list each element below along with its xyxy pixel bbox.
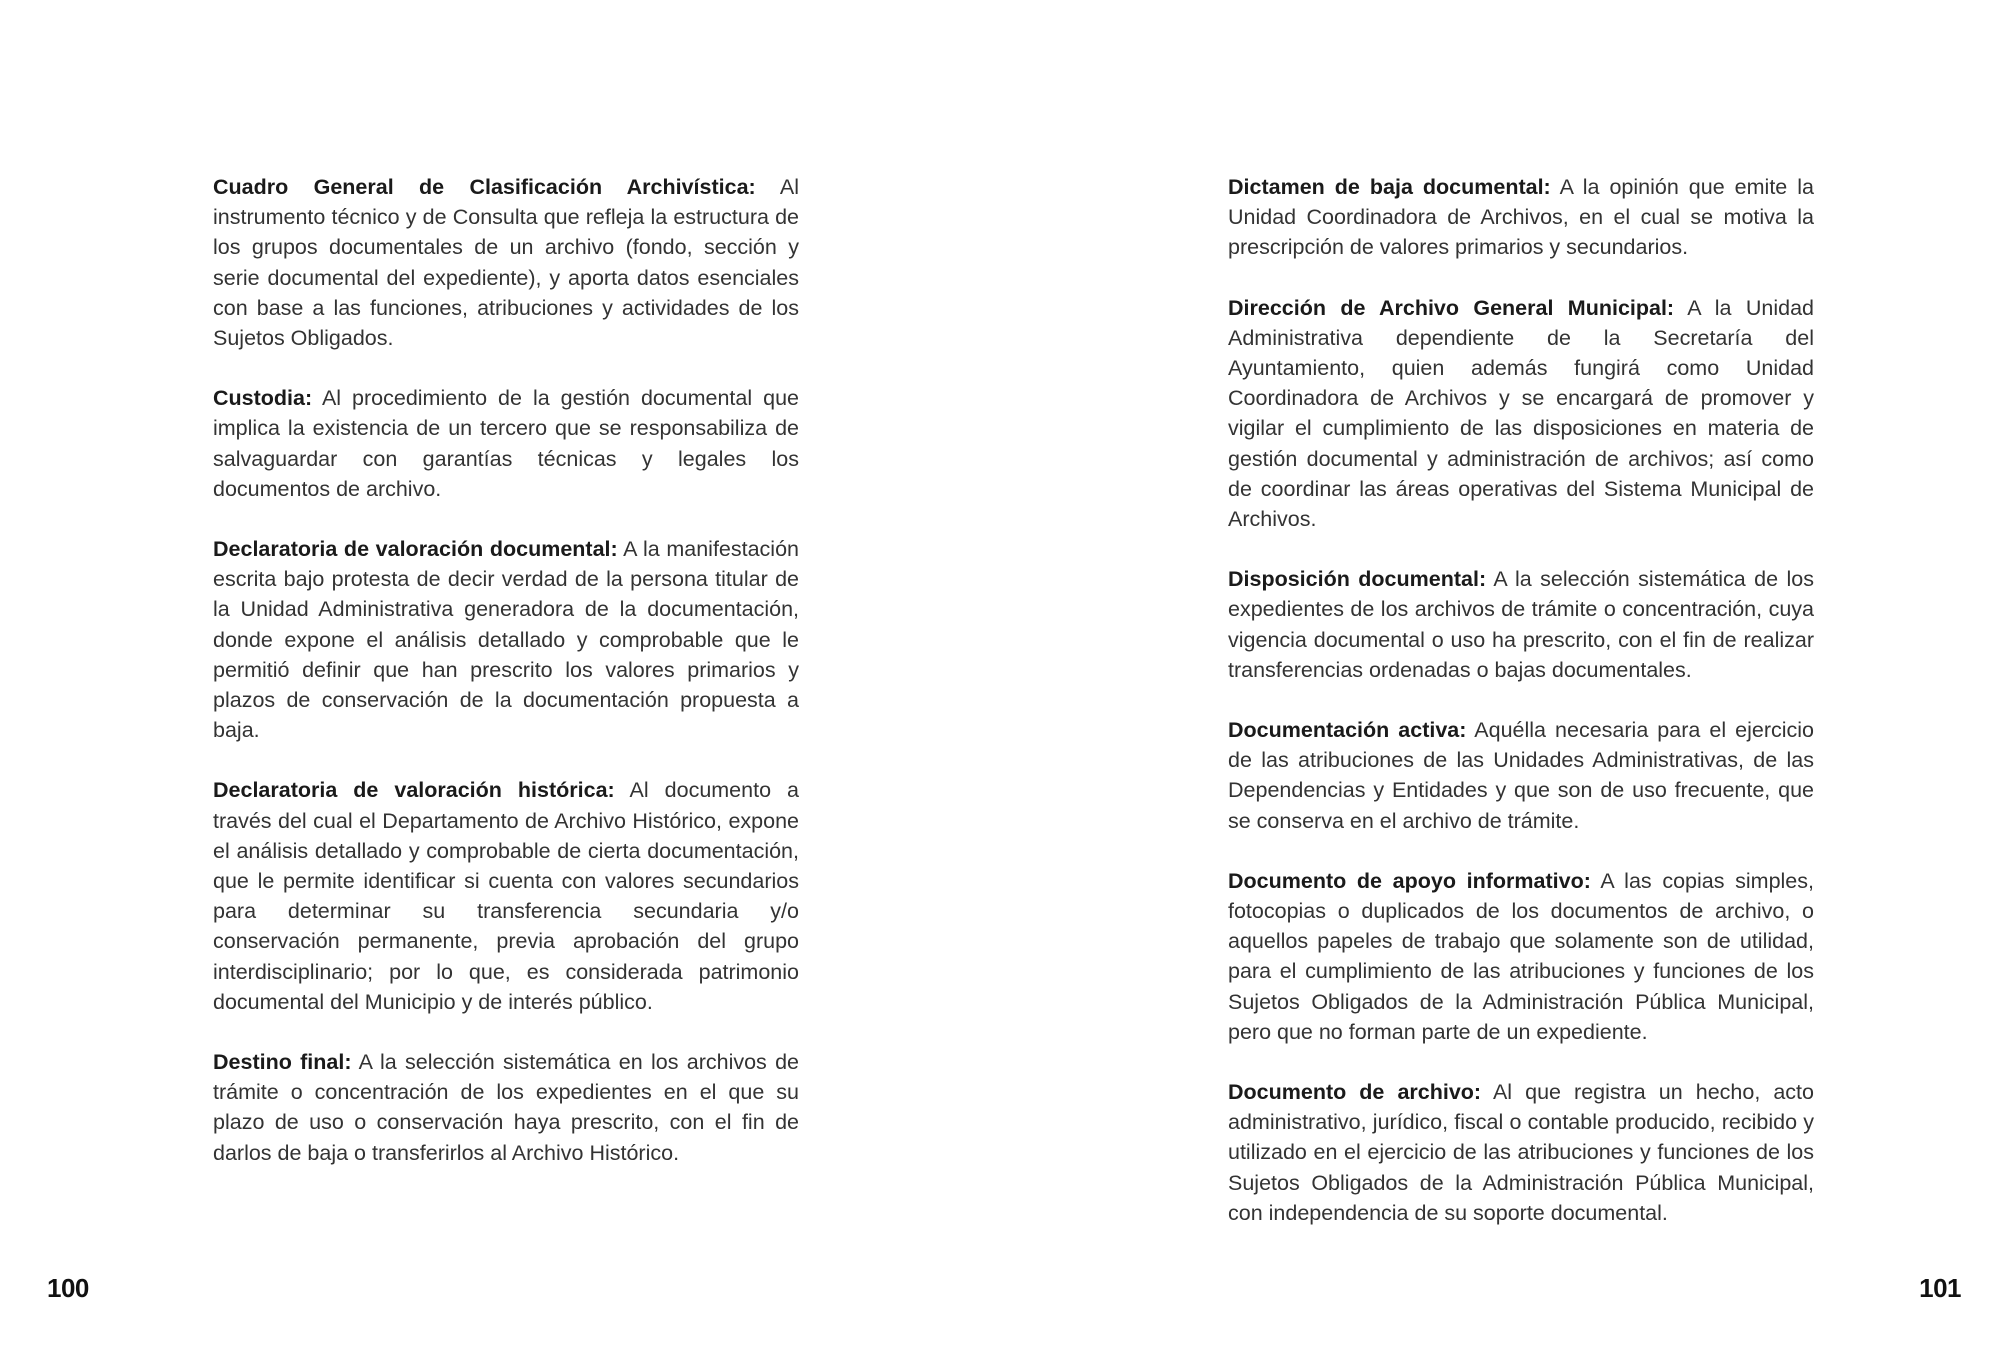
- glossary-term: Documento de archivo:: [1228, 1080, 1482, 1105]
- glossary-term: Disposición documental:: [1228, 567, 1487, 592]
- glossary-definition: A la selección sistemática en los archivos de trámite o concentración de los expedientes en el que su plazo de uso o conservación haya prescrito, con el fin de darlos de baja o transferirlos al Archivo Histórico.: [213, 1050, 799, 1165]
- glossary-entry: [213, 775, 799, 1017]
- glossary-entry: [1228, 866, 1814, 1047]
- glossary-definition: A la opinión que emite la Unidad Coordinadora de Archivos, en el cual se motiva la prescripción de valores primarios y secundarios.: [1228, 175, 1814, 260]
- page-number-right: 101: [1919, 1273, 1961, 1303]
- glossary-term: Dictamen de baja documental:: [1228, 175, 1551, 199]
- glossary-definition: A la selección sistemática de los expedientes de los archivos de trámite o concentración, cuya vigencia documental o uso ha prescrito, con el fin de realizar transferencias ordenadas o bajas documentales.: [1228, 567, 1814, 682]
- glossary-entry: [213, 1047, 799, 1168]
- page-number-left: 100: [47, 1273, 89, 1303]
- right-page: [1004, 0, 2008, 1359]
- glossary-term: Destino final:: [213, 1050, 352, 1075]
- glossary-entry: [1228, 293, 1814, 535]
- glossary-entry: [1228, 715, 1814, 836]
- left-glossary-column: [213, 172, 799, 1198]
- glossary-entry: [213, 172, 799, 353]
- glossary-entry: [213, 383, 799, 504]
- glossary-term: Dirección de Archivo General Municipal:: [1228, 295, 1675, 320]
- glossary-term: Cuadro General de Clasificación Archivística:: [213, 175, 756, 199]
- glossary-definition: A la manifestación escrita bajo protesta de decir verdad de la persona titular de la Unidad Administrativa generadora de la documentación, donde expone el análisis detallado y comprobable que le permitió definir que han prescrito los valores primarios y plazos de conservación de la documentación propuesta a baja.: [213, 537, 799, 743]
- glossary-entry: [213, 534, 799, 745]
- glossary-definition: Al documento a través del cual el Departamento de Archivo Histórico, expone el análisis detallado y comprobable de cierta documentación, que le permite identificar si cuenta con valores secundarios para determinar su transferencia secundaria y/o conservación permanente, previa aprobación del grupo interdisciplinario; por lo que, es considerada patrimonio documental del Municipio y de interés público.: [213, 778, 799, 1014]
- glossary-entry: [1228, 1077, 1814, 1228]
- glossary-definition: Al instrumento técnico y de Consulta que refleja la estructura de los grupos documentales de un archivo (fondo, sección y serie documental del expediente), y aporta datos esenciales con base a las funciones, atribuciones y actividades de los Sujetos Obligados.: [213, 175, 799, 351]
- right-glossary-column: [1228, 172, 1814, 1258]
- glossary-term: Documentación activa:: [1228, 718, 1467, 743]
- glossary-term: Documento de apoyo informativo:: [1228, 868, 1591, 893]
- glossary-term: Custodia:: [213, 386, 313, 411]
- glossary-definition: Aquélla necesaria para el ejercicio de las atribuciones de las Unidades Administrativas, de las Dependencias y Entidades y que son de uso frecuente, que se conserva en el archivo de trámite.: [1228, 718, 1815, 833]
- glossary-definition: A la Unidad Administrativa dependiente de la Secretaría del Ayuntamiento, quien además fungirá como Unidad Coordinadora de Archivos y se encargará de promover y vigilar el cumplimiento de las disposiciones en materia de gestión documental y administración de archivos; así como de coordinar las áreas operativas del Sistema Municipal de Archivos.: [1228, 295, 1814, 532]
- glossary-entry: [1228, 564, 1814, 685]
- glossary-definition: Al que registra un hecho, acto administrativo, jurídico, fiscal o contable producido, recibido y utilizado en el ejercicio de las atribuciones y funciones de los Sujetos Obligados de la Administración Pública Municipal, con independencia de su soporte documental.: [1228, 1080, 1814, 1225]
- glossary-term: Declaratoria de valoración documental:: [213, 537, 618, 562]
- glossary-entry: [1228, 172, 1814, 263]
- glossary-definition: A las copias simples, fotocopias o duplicados de los documentos de archivo, o aquellos papeles de trabajo que solamente son de utilidad, para el cumplimiento de las atribuciones y funciones de los Sujetos Obligados de la Administración Pública Municipal, pero que no forman parte de un expediente.: [1228, 868, 1814, 1044]
- glossary-term: Declaratoria de valoración histórica:: [213, 778, 615, 803]
- glossary-definition: Al procedimiento de la gestión documental que implica la existencia de un tercero que se responsabiliza de salvaguardar con garantías técnicas y legales los documentos de archivo.: [213, 386, 799, 501]
